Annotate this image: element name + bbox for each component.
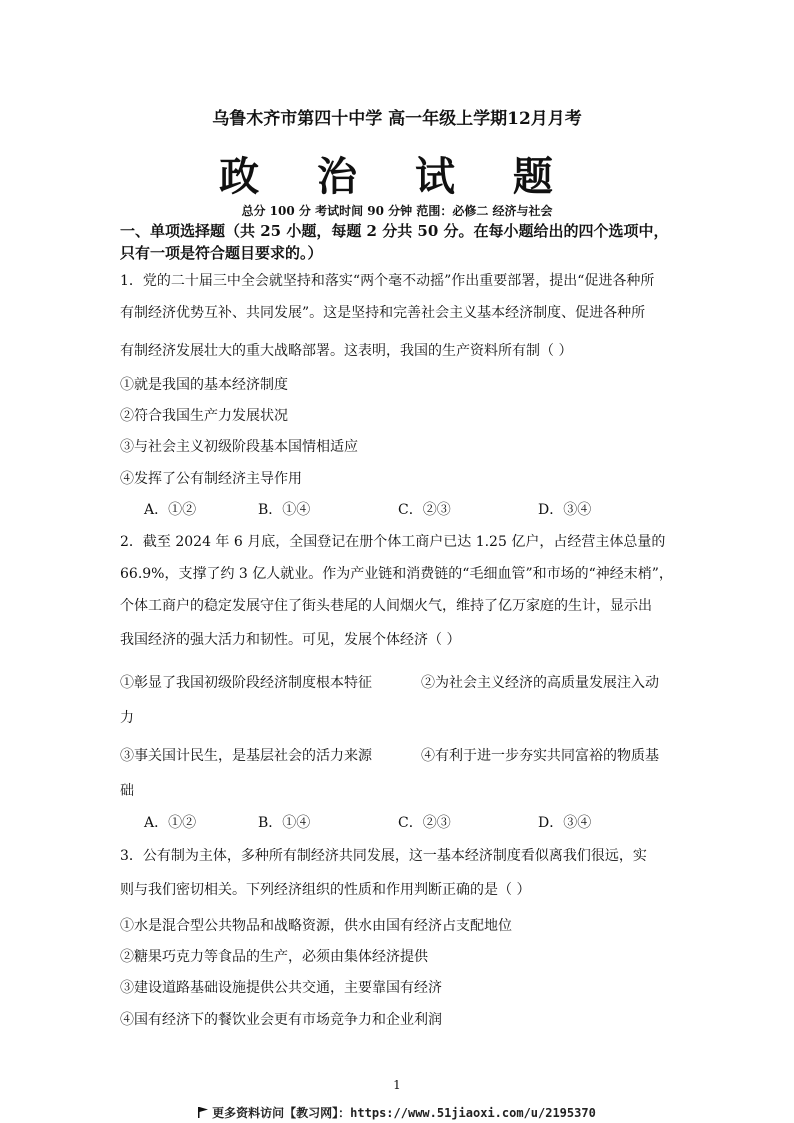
q1-option-a: A．①② — [144, 502, 197, 518]
q2-statement-2-continued: 力 — [120, 710, 134, 726]
q1-statement-3: ③与社会主义初级阶段基本国情相适应 — [120, 439, 358, 455]
flag-icon — [198, 1107, 208, 1121]
q2-option-a: A．①② — [144, 815, 197, 831]
q2-statement-2: ②为社会主义经济的高质量发展注入动 — [421, 675, 659, 691]
q2-option-c: C．②③ — [398, 815, 451, 831]
q1-option-c: C．②③ — [398, 502, 451, 518]
section-heading-line1: 一、单项选择题（共 25 小题，每题 2 分共 50 分。在每小题给出的四个选项中， — [120, 222, 669, 240]
q2-statement-3: ③事关国计民生，是基层社会的活力来源 — [120, 748, 372, 764]
footer-link[interactable]: 更多资料访问【教习网】：https://www.51jiaoxi.com/u/2195370 — [212, 1106, 596, 1120]
q2-statement-4: ④有利于进一步夯实共同富裕的物质基 — [421, 748, 659, 764]
section-heading-line2: 只有一项是符合题目要求的。） — [120, 244, 323, 262]
exam-info: 总分 100 分 考试时间 90 分钟 范围：必修二 经济与社会 — [241, 204, 553, 218]
q1-option-d: D．③④ — [538, 502, 592, 518]
q2-option-d: D．③④ — [538, 815, 592, 831]
q1-stem-line2: 有制经济优势互补、共同发展”。这是坚持和完善社会主义基本经济制度、促进各种所 — [120, 305, 646, 321]
q2-option-b: B．①④ — [258, 815, 311, 831]
q2-stem-line3: 个体工商户的稳定发展守住了街头巷尾的人间烟火气，维持了亿万家庭的生计，显示出 — [120, 598, 652, 614]
q2-statement-1: ①彰显了我国初级阶段经济制度根本特征 — [120, 675, 372, 691]
q3-statement-4: ④国有经济下的餐饮业会更有市场竞争力和企业利润 — [120, 1012, 442, 1028]
q2-stem-line4: 我国经济的强大活力和韧性。可见，发展个体经济（ ） — [120, 632, 461, 648]
q2-stem-line2: 66.9%，支撑了约 3 亿人就业。作为产业链和消费链的“毛细血管”和市场的“神经末梢”， — [120, 566, 673, 582]
footer-banner — [0, 1104, 794, 1121]
exam-title: 政 治 试 题 — [219, 153, 575, 200]
q3-statement-1: ①水是混合型公共物品和战略资源，供水由国有经济占支配地位 — [120, 918, 512, 934]
q3-stem-line2: 则与我们密切相关。下列经济组织的性质和作用判断正确的是（ ） — [120, 882, 531, 898]
page-number: 1 — [393, 1078, 401, 1092]
school-heading: 乌鲁木齐市第四十中学 高一年级上学期12月月考 — [212, 109, 582, 129]
q1-statement-1: ①就是我国的基本经济制度 — [120, 377, 288, 393]
q1-stem-line1: 1．党的二十届三中全会就坚持和落实“两个毫不动摇”作出重要部署，提出“促进各种所 — [120, 273, 655, 289]
q1-stem-line3: 有制经济发展壮大的重大战略部署。这表明，我国的生产资料所有制（ ） — [120, 343, 573, 359]
q1-statement-2: ②符合我国生产力发展状况 — [120, 408, 288, 424]
q1-option-b: B．①④ — [258, 502, 311, 518]
q3-statement-3: ③建设道路基础设施提供公共交通，主要靠国有经济 — [120, 980, 442, 996]
q2-stem-line1: 2．截至 2024 年 6 月底，全国登记在册个体工商户已达 1.25 亿户，占经营主体总量的 — [120, 534, 666, 550]
q2-statement-4-continued: 础 — [120, 783, 134, 799]
q1-statement-4: ④发挥了公有制经济主导作用 — [120, 471, 302, 487]
q3-stem-line1: 3．公有制为主体，多种所有制经济共同发展，这一基本经济制度看似离我们很远，实 — [120, 848, 647, 864]
q3-statement-2: ②糖果巧克力等食品的生产，必须由集体经济提供 — [120, 949, 428, 965]
